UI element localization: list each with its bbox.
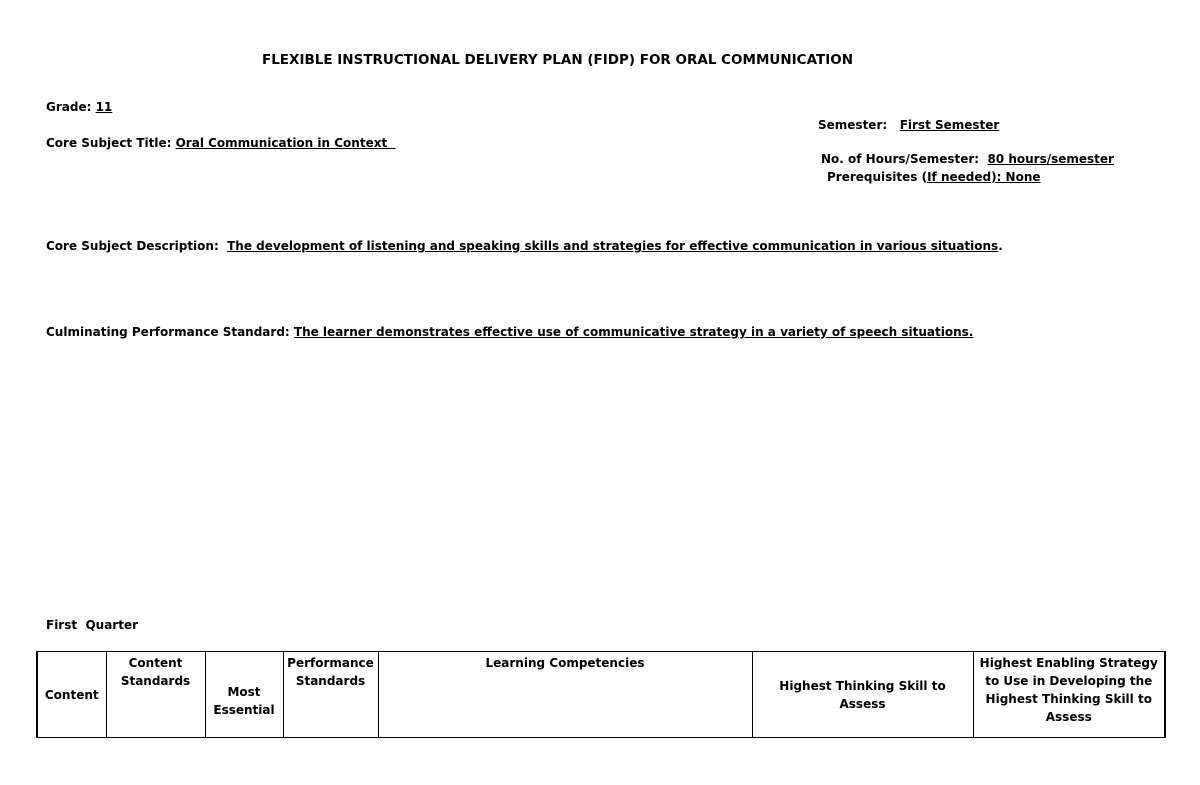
table-header-row <box>37 652 1165 738</box>
performance-standard-label: Culminating Performance Standard: <box>46 325 294 339</box>
prerequisites-line <box>827 170 1041 184</box>
performance-standard-line <box>46 325 973 339</box>
header-content: Content <box>37 652 106 738</box>
header-thinking-skill: Highest Thinking Skill to Assess <box>752 652 973 738</box>
header-most-essential: Most Essential <box>205 652 283 738</box>
header-content-standards: Content Standards <box>106 652 205 738</box>
performance-standard-value: The learner demonstrates effective use of communicative strategy in a variety of speech situations. <box>293 325 974 339</box>
description-label: Core Subject Description: <box>46 239 228 253</box>
grade-line <box>46 100 112 114</box>
header-performance-standards: Performance Standards <box>283 652 378 738</box>
semester-line <box>818 118 999 132</box>
hours-label: No. of Hours/Semester: <box>821 152 988 166</box>
hours-line <box>821 152 1114 166</box>
grade-label: Grade: <box>46 100 96 114</box>
header-learning-competencies: Learning Competencies <box>378 652 752 738</box>
semester-value: First Semester <box>899 118 1000 132</box>
hours-value: 80 hours/semester <box>987 152 1114 166</box>
core-subject-title-value: Oral Communication in Context <box>175 136 396 150</box>
header-enabling-strategy: Highest Enabling Strategy to Use in Developing the Highest Thinking Skill to Assess <box>973 652 1165 738</box>
quarter-label: First Quarter <box>46 618 139 632</box>
fidp-table <box>36 651 1166 738</box>
description-value: The development of listening and speaking skills and strategies for effective communication in various situations <box>227 239 999 253</box>
core-subject-title-line <box>46 136 396 150</box>
core-subject-description-line <box>46 239 1003 253</box>
document-title: FLEXIBLE INSTRUCTIONAL DELIVERY PLAN (FIDP) FOR ORAL COMMUNICATION <box>261 52 853 68</box>
prerequisites-value: If needed): None <box>927 170 1041 184</box>
semester-label: Semester: <box>818 118 900 132</box>
prerequisites-label: Prerequisites ( <box>827 170 928 184</box>
description-suffix: . <box>998 239 1003 253</box>
grade-value: 11 <box>95 100 113 114</box>
core-subject-title-label: Core Subject Title: <box>46 136 176 150</box>
